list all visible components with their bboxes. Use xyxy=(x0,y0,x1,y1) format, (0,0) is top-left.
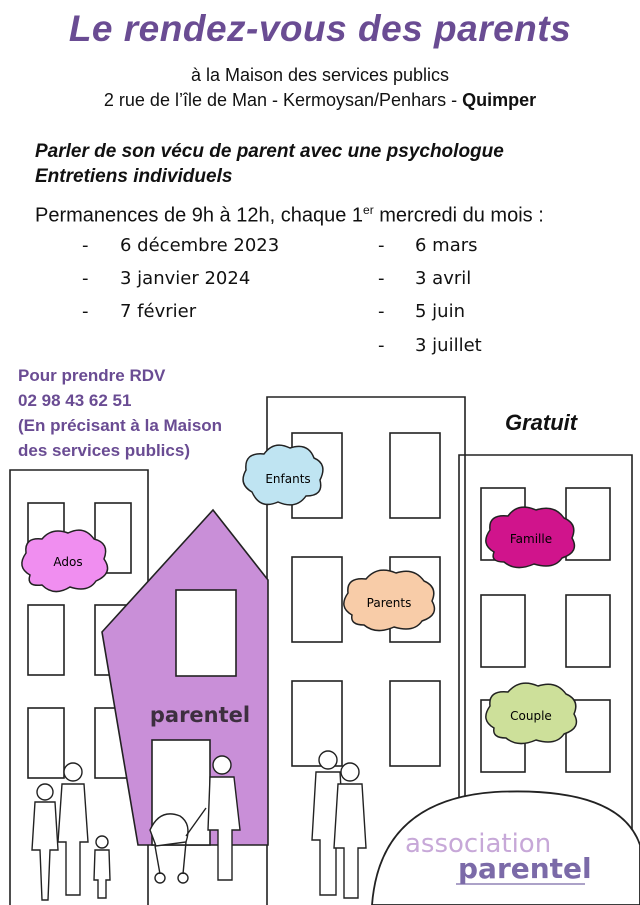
cloud-enfants xyxy=(243,445,323,505)
venue-line: à la Maison des services publics xyxy=(190,65,450,85)
date-item: 7 février xyxy=(120,301,197,322)
page-title: Le rendez-vous des parents xyxy=(68,8,572,49)
cloud-parents-label: Parents xyxy=(366,596,412,610)
address-text: 2 rue de l’île de Man - Kermoysan/Penhars - xyxy=(103,90,463,110)
tagline-psychologist: Parler de son vécu de parent avec une psychologue xyxy=(35,141,504,162)
cloud-famille xyxy=(486,507,575,567)
logo-parentel: parentel xyxy=(458,852,592,885)
house-sign: parentel xyxy=(149,703,251,727)
date-item: 5 juin xyxy=(415,301,465,322)
date-item: 6 décembre 2023 xyxy=(120,235,280,256)
cloud-couple xyxy=(486,683,577,743)
cloud-couple-label: Couple xyxy=(510,709,552,723)
ordinal-suffix: er xyxy=(363,203,374,217)
phone-number[interactable]: 02 98 43 62 51 xyxy=(18,391,132,410)
list-dash: - xyxy=(82,301,89,322)
date-item: 3 juillet xyxy=(415,335,482,356)
rdv-note-line2: des services publics) xyxy=(18,441,190,460)
rdv-heading: Pour prendre RDV xyxy=(18,366,166,385)
date-item: 6 mars xyxy=(415,235,478,256)
logo-association: association xyxy=(405,829,552,859)
family-figures xyxy=(32,763,110,900)
free-badge: Gratuit xyxy=(505,410,578,435)
date-item: 3 janvier 2024 xyxy=(120,268,251,289)
list-dash: - xyxy=(378,335,385,356)
schedule-text: Permanences de 9h à 12h, chaque 1 xyxy=(35,204,364,227)
schedule-text-end: mercredi du mois : xyxy=(373,204,544,227)
couple-figures xyxy=(312,751,366,898)
cloud-famille-label: Famille xyxy=(509,532,553,546)
cloud-ados-label: Ados xyxy=(53,555,83,569)
cloud-ados xyxy=(22,530,108,591)
list-dash: - xyxy=(82,268,89,289)
city-name: Quimper xyxy=(462,90,537,110)
list-dash: - xyxy=(82,235,89,256)
list-dash: - xyxy=(378,301,385,322)
date-item: 3 avril xyxy=(415,268,472,289)
house-window xyxy=(176,590,236,676)
list-dash: - xyxy=(378,235,385,256)
cloud-enfants-label: Enfants xyxy=(265,472,311,486)
appointment-info xyxy=(18,363,222,463)
tagline-individual: Entretiens individuels xyxy=(35,166,233,187)
list-dash: - xyxy=(378,268,385,289)
rdv-note-line1: (En précisant à la Maison xyxy=(18,416,223,435)
cloud-parents xyxy=(344,570,435,630)
